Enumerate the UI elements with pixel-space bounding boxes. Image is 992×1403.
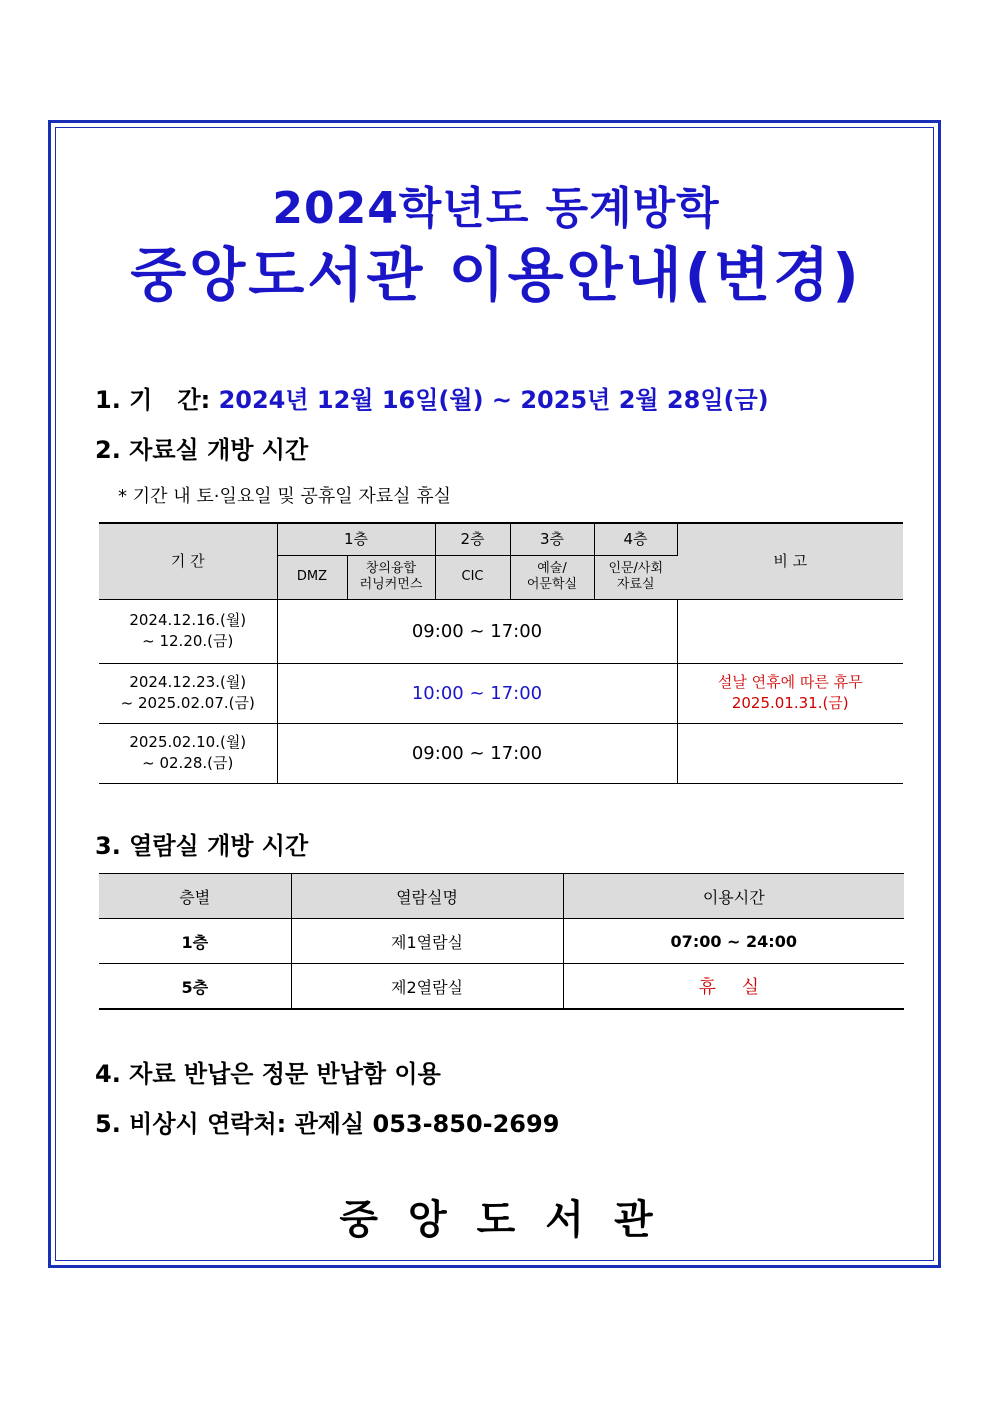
section-5-text: 5. 비상시 연락처: 관제실 053-850-2699 (95, 1110, 560, 1138)
title-line-1: 2024학년도 동계방학 (272, 183, 720, 234)
row-floor: 1층 (99, 919, 291, 964)
row-period: 2024.12.16.(월) ~ 12.20.(금) (99, 599, 277, 663)
row-room: 제1열람실 (291, 919, 563, 964)
header-floor-4: 4층 (594, 523, 677, 555)
row-remarks: 설날 연휴에 따른 휴무 2025.01.31.(금) (677, 663, 903, 723)
title-line-2: 중앙도서관 이용안내(변경) (130, 241, 862, 309)
header-room: 열람실명 (291, 874, 563, 919)
header-room-dmz: DMZ (277, 555, 347, 599)
section-1-label: 1. 기 간: (95, 386, 219, 414)
row-room: 제2열람실 (291, 964, 563, 1010)
section-2-note: * 기간 내 토·일요일 및 공휴일 자료실 휴실 (118, 486, 451, 507)
row-remarks (677, 599, 903, 663)
row-period: 2024.12.23.(월) ~ 2025.02.07.(금) (99, 663, 277, 723)
header-floor: 층별 (99, 874, 291, 919)
row-time: 10:00 ~ 17:00 (277, 663, 677, 723)
reading-room-hours-table (99, 873, 904, 1010)
section-2-heading: 2. 자료실 개방 시간 (95, 436, 309, 464)
header-hours: 이용시간 (563, 874, 904, 919)
header-remarks: 비 고 (677, 523, 903, 599)
table-row (99, 964, 904, 1010)
row-hours: 07:00 ~ 24:00 (563, 919, 904, 964)
reference-room-hours-table (99, 522, 903, 784)
table-row (99, 663, 903, 723)
header-room-humanities: 인문/사회 자료실 (594, 555, 677, 599)
header-floor-2: 2층 (435, 523, 510, 555)
row-period: 2025.02.10.(월) ~ 02.28.(금) (99, 723, 277, 783)
section-1-period: 2024년 12월 16일(월) ~ 2025년 2월 28일(금) (218, 386, 769, 414)
header-room-art: 예술/ 어문학실 (510, 555, 594, 599)
row-time: 09:00 ~ 17:00 (277, 723, 677, 783)
table-row (99, 723, 903, 783)
table-row (99, 599, 903, 663)
section-1-heading (95, 380, 769, 415)
row-hours-closed: 휴 실 (563, 964, 904, 1010)
table-row (99, 919, 904, 964)
row-remarks (677, 723, 903, 783)
header-room-cic: CIC (435, 555, 510, 599)
header-room-creative: 창의융합 러닝커먼스 (347, 555, 435, 599)
header-floor-3: 3층 (510, 523, 594, 555)
header-floor-1: 1층 (277, 523, 435, 555)
header-period: 기 간 (99, 523, 277, 599)
row-floor: 5층 (99, 964, 291, 1010)
section-3-heading: 3. 열람실 개방 시간 (95, 832, 309, 860)
row-time: 09:00 ~ 17:00 (277, 599, 677, 663)
footer-library-name: 중앙도서관 (339, 1197, 683, 1243)
section-4-text: 4. 자료 반납은 정문 반납함 이용 (95, 1060, 441, 1088)
